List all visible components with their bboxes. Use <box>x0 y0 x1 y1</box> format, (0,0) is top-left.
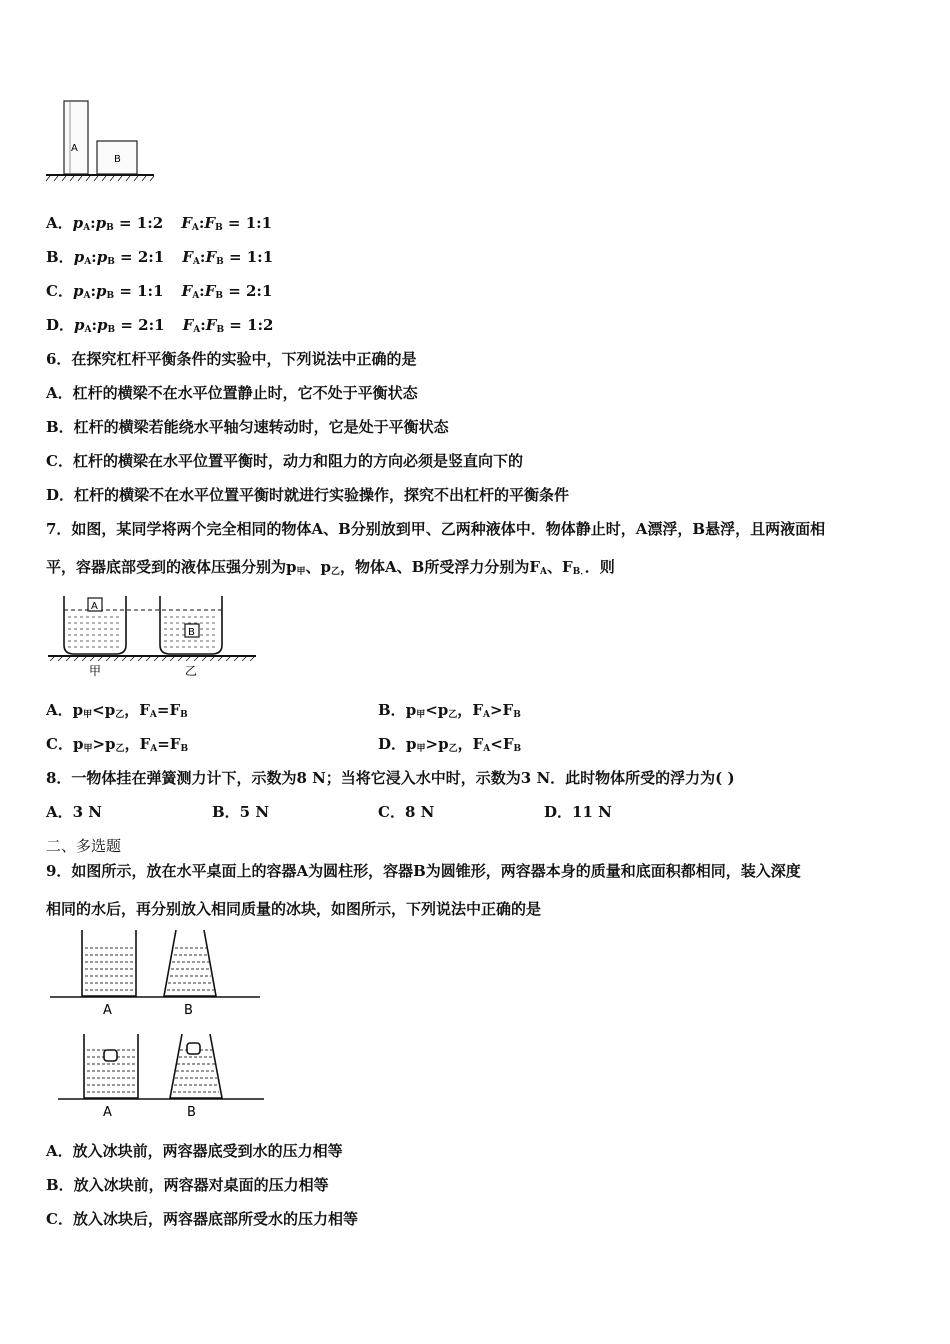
q9-figure <box>44 926 274 1126</box>
label-b: B <box>114 154 121 165</box>
q7-option-a[interactable]: A．$p_甲<p_乙$，$F_A=F_B$ <box>46 701 188 720</box>
q9-option-c[interactable]: C．放入冰块后，两容器底部所受水的压力相等 <box>46 1210 358 1228</box>
q8-option-c[interactable]: C．8 N <box>378 803 435 821</box>
block-b-label: B <box>188 627 195 638</box>
q7-stem-line2: 平，容器底部受到的液体压强分别为$p_甲$、$p_乙$，物体A、B所受浮力分别为$F_A$、$F_{B.}$．则 <box>46 558 615 577</box>
q5-option-c[interactable]: C．$p_A:p_B$ = 1:1 $F_A:F_B$ = 2:1 <box>46 282 273 301</box>
q7-option-c[interactable]: C．$p_甲>p_乙$，$F_A=F_B$ <box>46 735 189 754</box>
q9-option-a[interactable]: A．放入冰块前，两容器底受到水的压力相等 <box>46 1142 343 1160</box>
q6-option-c[interactable]: C．杠杆的横梁在水平位置平衡时，动力和阻力的方向必须是竖直向下的 <box>46 452 523 470</box>
q6-option-b[interactable]: B．杠杆的横梁若能绕水平轴匀速转动时，它是处于平衡状态 <box>46 418 449 436</box>
section-heading: 二、多选题 <box>46 837 122 855</box>
q6-option-a[interactable]: A．杠杆的横梁不在水平位置静止时，它不处于平衡状态 <box>46 384 418 402</box>
q7-stem-line1: 7．如图，某同学将两个完全相同的物体A、B分别放到甲、乙两种液体中．物体静止时，A漂浮，B悬浮，且两液面相 <box>46 520 826 538</box>
q8-stem: 8．一物体挂在弹簧测力计下，示数为8 N；当将它浸入水中时，示数为3 N．此时物体所受的浮力为( ) <box>46 769 735 787</box>
column-a <box>64 101 88 174</box>
label-jia: 甲 <box>89 664 102 678</box>
q5-option-d[interactable]: D．$p_A:p_B$ = 2:1 $F_A:F_B$ = 1:2 <box>46 316 274 335</box>
q7-option-b[interactable]: B．$p_甲<p_乙$，$F_A>F_B$ <box>378 701 521 720</box>
q8-option-a[interactable]: A．3 N <box>46 803 103 821</box>
block-a-label: A <box>91 601 98 612</box>
label-b-top: B <box>184 1003 193 1018</box>
label-a-bottom: A <box>103 1105 112 1120</box>
label-a: A <box>71 143 78 154</box>
q6-stem: 6．在探究杠杆平衡条件的实验中，下列说法中正确的是 <box>46 350 417 368</box>
q5-option-a[interactable]: A．$p_A:p_B$ = 1:2 $F_A:F_B$ = 1:1 <box>46 214 273 233</box>
q9-stem-line1: 9．如图所示，放在水平桌面上的容器A为圆柱形，容器B为圆锥形，两容器本身的质量和底面积都相同，装入深度 <box>46 862 801 880</box>
q8-option-b[interactable]: B．5 N <box>212 803 270 821</box>
container-a-bottom <box>84 1034 138 1098</box>
q6-option-d[interactable]: D．杠杆的横梁不在水平位置平衡时就进行实验操作，探究不出杠杆的平衡条件 <box>46 486 570 504</box>
q8-option-d[interactable]: D．11 N <box>544 803 612 821</box>
q7-option-d[interactable]: D．$p_甲>p_乙$，$F_A<F_B$ <box>378 735 522 754</box>
ice-block-b <box>187 1043 200 1054</box>
label-yi: 乙 <box>185 664 198 678</box>
q7-figure <box>44 590 264 680</box>
q9-option-b[interactable]: B．放入冰块前，两容器对桌面的压力相等 <box>46 1176 329 1194</box>
label-b-bottom: B <box>187 1105 196 1120</box>
q5-option-b[interactable]: B．$p_A:p_B$ = 2:1 $F_A:F_B$ = 1:1 <box>46 248 274 267</box>
q5-figure <box>44 96 164 186</box>
container-a-top <box>82 930 136 996</box>
label-a-top: A <box>103 1003 112 1018</box>
container-b-top <box>164 930 216 996</box>
ice-block-a <box>104 1050 117 1061</box>
q9-stem-line2: 相同的水后，再分别放入相同质量的冰块，如图所示，下列说法中正确的是 <box>46 900 542 918</box>
